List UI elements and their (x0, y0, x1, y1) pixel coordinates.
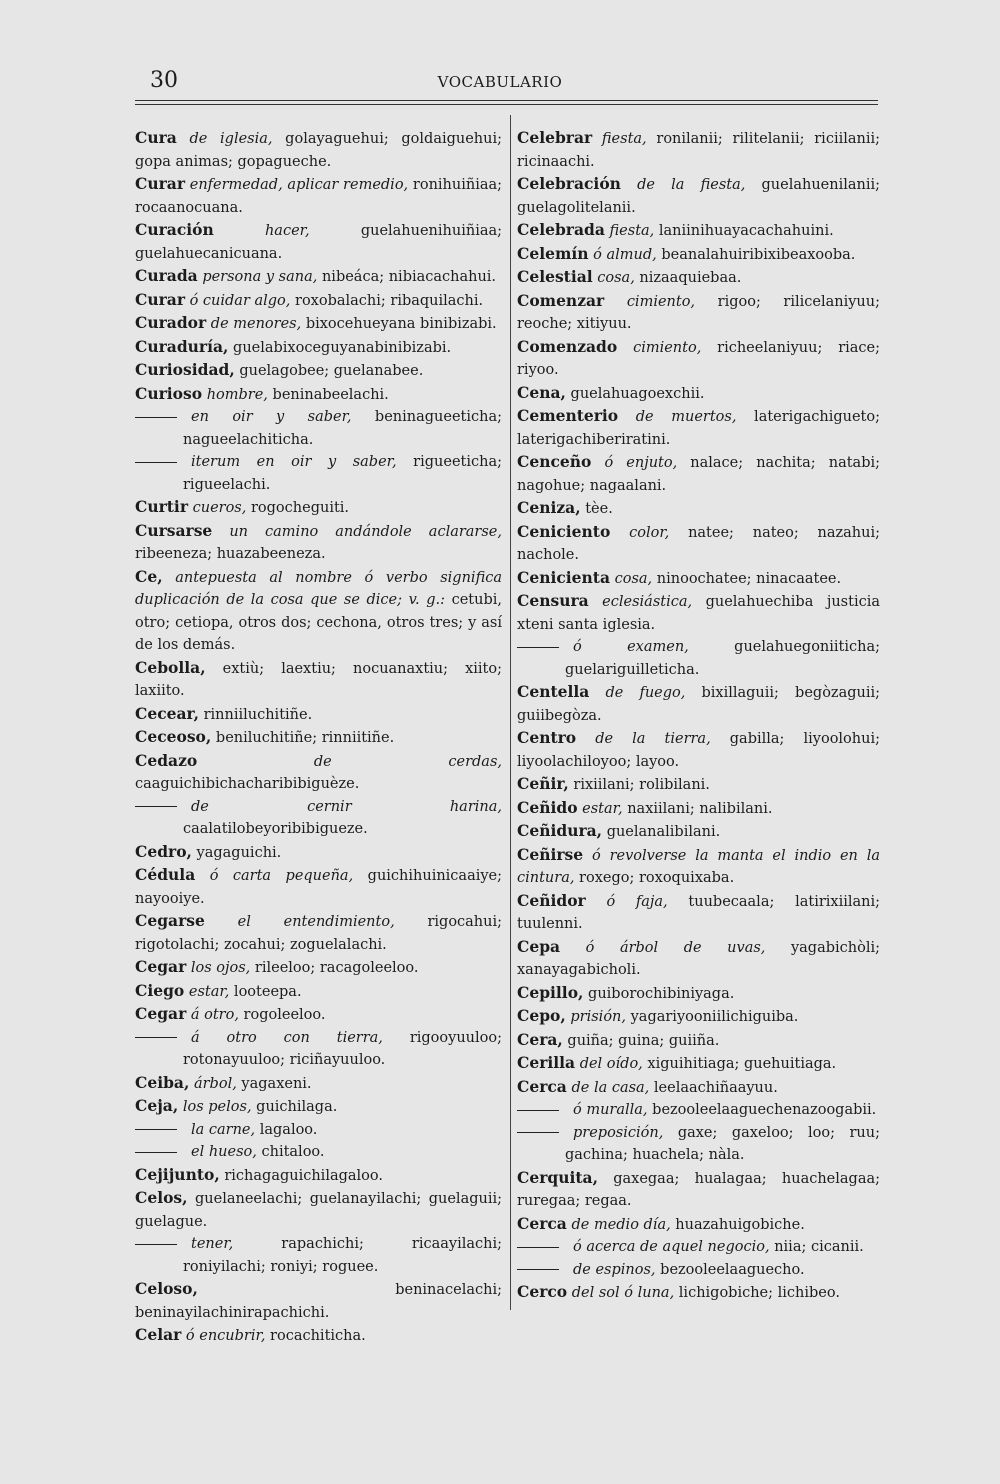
translation: nalace; nachita; natabi; nagohue; nagaalani. (517, 455, 880, 494)
qualifier: ó acerca de aquel negocio, (573, 1239, 770, 1255)
qualifier: á otro con tierra, (191, 1029, 383, 1046)
headword: Celebración (517, 174, 621, 193)
headword: Ceceoso, (135, 727, 212, 746)
headword: Comenzar (517, 290, 605, 310)
translation: beninagueeticha; nagueelachiticha. (183, 409, 502, 448)
sub-entry (517, 636, 880, 681)
sub-entry (135, 1233, 502, 1278)
translation: rinniiluchitiñe. (203, 706, 313, 723)
dictionary-entry (517, 266, 880, 290)
dictionary-entry (135, 312, 502, 336)
translation: xiguihitiaga; guehuitiaga. (642, 1056, 837, 1072)
dictionary-entry (135, 1187, 502, 1233)
sub-entry (135, 406, 502, 451)
qualifier: cimiento, (633, 339, 702, 356)
sub-entry (135, 1141, 502, 1164)
translation: guiborochibiniyaga. (588, 985, 735, 1002)
dictionary-entry (135, 219, 502, 265)
translation: yagaxeni. (236, 1075, 312, 1092)
headword: Curaduría, (135, 336, 229, 356)
qualifier: persona y sana, (202, 269, 318, 285)
dictionary-entry (517, 890, 880, 936)
headword: Centella (517, 682, 590, 701)
translation: guelahuenihuiñiaa; guelahuecanicuana. (135, 223, 503, 262)
translation: rigueeticha; rigueelachi. (183, 454, 502, 493)
headword: Ceñidura, (517, 821, 603, 840)
headword: Cebolla, (135, 657, 206, 677)
qualifier: ó árbol de uvas, (585, 939, 766, 956)
translation: roxobalachi; ribaquilachi. (290, 292, 484, 309)
header-rule (135, 104, 878, 105)
left-column (135, 127, 502, 1348)
sub-entry (517, 1122, 880, 1167)
headword: Ceiba, (135, 1072, 190, 1092)
qualifier: del oído, (579, 1056, 643, 1072)
qualifier: los pelos, (182, 1099, 252, 1115)
translation: tèe. (585, 501, 613, 517)
headword: Cerca (517, 1076, 567, 1096)
translation: laterigachigueto; laterigachiberiratini. (517, 409, 880, 448)
headword: Ceñirse (517, 844, 584, 864)
dictionary-entry (135, 173, 502, 219)
translation: gabilla; liyoolohui; liyoolachiloyoo; layoo. (517, 731, 880, 770)
qualifier: cosa, (597, 270, 635, 286)
dictionary-entry (135, 265, 502, 289)
dictionary-entry (135, 496, 502, 520)
translation: yagabichòli; xanayagabicholi. (517, 939, 880, 978)
translation: beninacelachi; beninayilachinirapachichi. (135, 1282, 502, 1321)
qualifier: el entendimiento, (237, 914, 395, 930)
translation: tuubecaala; latirixiilani; tuulenni. (517, 893, 880, 932)
qualifier: el hueso, (191, 1144, 257, 1160)
headword: Centro (517, 728, 577, 747)
qualifier: á otro, (190, 1007, 239, 1023)
qualifier: ó examen, (573, 639, 689, 655)
dictionary-entry (517, 1167, 880, 1213)
sub-entry (517, 1236, 880, 1259)
qualifier: ó revolverse la manta el indio en la cintura, (517, 847, 881, 886)
dictionary-entry (517, 1052, 880, 1076)
dictionary-entry (517, 727, 880, 773)
translation: beninabeelachi. (267, 386, 389, 403)
headword: Celebrada (517, 220, 605, 239)
translation: extiù; laextiu; nocuanaxtiu; xiito; laxiito. (135, 660, 502, 699)
qualifier: hacer, (264, 223, 310, 239)
headword: Celos, (135, 1188, 188, 1207)
translation: yagaguichi. (196, 844, 282, 861)
dictionary-entry (135, 726, 502, 750)
dictionary-entry (135, 1164, 502, 1188)
qualifier: hombre, (206, 386, 268, 403)
translation: gaxe; gaxeloo; loo; ruu; gachina; huachela; nàla. (565, 1124, 880, 1163)
running-head: VOCABULARIO (437, 73, 563, 91)
headword: Cerca (517, 1213, 567, 1233)
dictionary-entry (517, 405, 880, 451)
qualifier: los ojos, (190, 960, 251, 976)
translation: caalatilobeyoribibigueze. (183, 821, 368, 837)
translation: rigocahui; rigotolachi; zocahui; zoguelalachi. (135, 914, 503, 953)
dictionary-entry (517, 290, 880, 336)
dictionary-entry (135, 657, 502, 703)
translation: guelanalibilani. (606, 824, 721, 840)
translation: bezooleelaaguecho. (655, 1261, 805, 1278)
headword: Curtir (135, 497, 188, 516)
qualifier: ó enjuto, (604, 455, 678, 471)
dictionary-entry (135, 1278, 502, 1324)
dictionary-entry (517, 982, 880, 1006)
dictionary-entry (517, 336, 880, 382)
translation: rocachiticha. (265, 1328, 366, 1344)
headword: Cerco (517, 1282, 568, 1301)
translation: rigooyuuloo; rotonayuuloo; riciñayuuloo. (183, 1029, 502, 1068)
translation: laniinihuayacachahuini. (654, 223, 834, 239)
qualifier: cueros, (192, 500, 247, 516)
translation: cetubi, otro; cetiopa, otros dos; cechona, otros tres; y así de los demás. (135, 592, 502, 653)
qualifier: ó almud, (593, 246, 657, 263)
dictionary-entry (517, 567, 880, 591)
sub-entry (135, 1119, 502, 1142)
headword: Ce, (135, 566, 163, 586)
translation: nizaaquiebaa. (634, 270, 742, 286)
translation: guelabixoceguyanabinibizabi. (233, 339, 452, 356)
translation: bixocehueyana binibizabi. (301, 316, 497, 332)
translation: ninoochatee; ninacaatee. (652, 570, 842, 587)
qualifier: tener, (191, 1236, 234, 1252)
headword: Celemín (517, 243, 589, 263)
translation: ronilanii; rilitelanii; riciilanii; ricinaachi. (517, 131, 881, 170)
dictionary-entry (135, 127, 502, 173)
dictionary-entry (517, 1076, 880, 1100)
qualifier: ó muralla, (573, 1102, 648, 1118)
headword: Cedro, (135, 841, 192, 861)
translation: rigoo; rilicelaniyuu; reoche; xitiyuu. (517, 293, 880, 332)
dictionary-entry (135, 1324, 502, 1348)
translation: rogoleeloo. (238, 1007, 326, 1023)
dictionary-entry (517, 820, 880, 844)
translation: gaxegaa; hualagaa; huachelagaa; ruregaa; regaa. (517, 1170, 881, 1209)
dictionary-entry (517, 773, 880, 797)
translation: guelahuenilanii; guelagolitelanii. (517, 177, 881, 216)
translation: nibeáca; nibiacachahui. (317, 269, 497, 285)
dictionary-entry (135, 841, 502, 865)
qualifier: del sol ó luna, (571, 1285, 675, 1301)
dictionary-entry (517, 219, 880, 243)
dictionary-entry (135, 703, 502, 727)
headword: Cura (135, 128, 177, 147)
translation: guichilaga. (251, 1099, 338, 1115)
headword: Curación (135, 220, 214, 239)
qualifier: prisión, (570, 1009, 626, 1025)
translation: beanalahuiribixibeaxooba. (656, 246, 856, 263)
dictionary-entry (517, 1281, 880, 1305)
headword: Cementerio (517, 406, 619, 425)
qualifier: preposición, (573, 1124, 664, 1141)
dictionary-entry (135, 980, 502, 1004)
headword: Cegarse (135, 911, 205, 930)
qualifier: estar, (188, 983, 230, 1000)
headword: Celestial (517, 267, 593, 286)
dictionary-entry (517, 521, 880, 567)
headword: Curar (135, 174, 185, 193)
headword: Ceja, (135, 1096, 179, 1115)
headword: Curiosidad, (135, 360, 235, 379)
translation: rileeloo; racagoleeloo. (250, 960, 419, 976)
dictionary-entry (517, 451, 880, 497)
headword: Comenzado (517, 336, 618, 356)
dictionary-entry (517, 590, 880, 636)
dictionary-entry (517, 1005, 880, 1029)
qualifier: de cernir harina, (191, 798, 502, 815)
sub-entry (135, 1027, 502, 1072)
translation: lagaloo. (255, 1121, 318, 1138)
translation: guelaneelachi; guelanayilachi; guelaguii; guelague. (135, 1191, 502, 1230)
headword: Curioso (135, 383, 203, 403)
translation: guelahuechiba justicia xteni santa iglesia. (517, 594, 880, 633)
dictionary-entry (517, 382, 880, 406)
translation: lichigobiche; lichibeo. (674, 1285, 840, 1301)
dictionary-entry (135, 566, 502, 657)
dictionary-entry (517, 127, 880, 173)
dictionary-entry (135, 383, 502, 407)
qualifier: eclesiástica, (602, 594, 693, 610)
headword: Ceñir, (517, 774, 569, 793)
headword: Cepa (517, 936, 561, 956)
qualifier: fiesta, (601, 131, 647, 147)
translation: naxiilani; nalibilani. (622, 800, 773, 817)
headword: Cepo, (517, 1006, 566, 1025)
translation: bezooleelaaguechenazoogabii. (647, 1102, 877, 1118)
qualifier: de iglesia, (189, 131, 273, 147)
headword: Cegar (135, 957, 187, 976)
dictionary-entry (135, 520, 502, 566)
headword: Ceniciento (517, 521, 611, 541)
qualifier: árbol, (193, 1075, 237, 1092)
dictionary-entry (135, 359, 502, 383)
qualifier: un camino andándole aclararse, (229, 523, 502, 540)
qualifier: ó cuidar algo, (189, 292, 291, 309)
headword: Cedazo (135, 750, 198, 770)
dictionary-entry (135, 910, 502, 956)
qualifier: fiesta, (609, 223, 655, 239)
qualifier: cimiento, (626, 293, 696, 310)
header-rule (135, 100, 878, 101)
qualifier: iterum en oir y saber, (191, 454, 397, 470)
qualifier: ó faja, (606, 893, 668, 910)
headword: Curar (135, 289, 185, 309)
qualifier: de menores, (210, 316, 302, 332)
translation: rapachichi; ricaayilachi; roniyilachi; roniyi; roguee. (183, 1236, 502, 1275)
sub-entry (135, 451, 502, 496)
dictionary-entry (135, 336, 502, 360)
translation: caaguichibichacharibibiguèze. (135, 776, 360, 792)
headword: Cecear, (135, 703, 199, 723)
headword: Cepillo, (517, 982, 584, 1002)
qualifier: de la tierra, (595, 731, 711, 747)
translation: huazahuigobiche. (670, 1216, 805, 1233)
qualifier: enfermedad, aplicar remedio, (189, 177, 409, 193)
translation: bixillaguii; begòzaguii; guiibegòza. (517, 685, 880, 724)
translation: yagariyooniilichiguiba. (626, 1009, 799, 1025)
dictionary-entry (517, 681, 880, 727)
dictionary-entry (135, 1095, 502, 1119)
translation: ribeeneza; huazabeeneza. (135, 546, 326, 562)
dictionary-entry (135, 750, 502, 796)
headword: Cejijunto, (135, 1164, 220, 1184)
translation: natee; nateo; nazahui; nachole. (517, 524, 880, 563)
translation: guelahuagoexchii. (570, 385, 705, 402)
translation: leelaachiñaayuu. (649, 1079, 778, 1096)
qualifier: en oir y saber, (191, 409, 352, 425)
dictionary-entry (517, 844, 880, 890)
dictionary-entry (135, 289, 502, 313)
headword: Cenceño (517, 452, 592, 471)
qualifier: de espinos, (573, 1261, 656, 1278)
qualifier: antepuesta al nombre ó verbo significa duplicación de la cosa que se dice; v. g.: (135, 569, 503, 608)
translation: guelagobee; guelanabee. (239, 363, 424, 379)
qualifier: color, (629, 524, 670, 541)
sub-entry (135, 796, 502, 841)
headword: Ceniza, (517, 498, 581, 517)
translation: guichihuinicaaiye; nayooiye. (135, 868, 503, 907)
headword: Curador (135, 313, 207, 332)
qualifier: estar, (582, 800, 623, 817)
qualifier: de cerdas, (313, 753, 502, 770)
translation: rogocheguiti. (246, 500, 350, 516)
headword: Cegar (135, 1004, 187, 1023)
translation: rixiilani; rolibilani. (573, 777, 710, 793)
qualifier: ó carta pequeña, (209, 868, 354, 884)
headword: Ciego (135, 980, 185, 1000)
headword: Celoso, (135, 1279, 198, 1298)
dictionary-entry (517, 1029, 880, 1053)
column-divider (510, 115, 511, 1310)
translation: looteepa. (229, 983, 302, 1000)
translation: guiña; guina; guiiña. (567, 1032, 720, 1049)
dictionary-entry (517, 497, 880, 521)
headword: Cenicienta (517, 567, 611, 587)
translation: richagaguichilagaloo. (224, 1167, 383, 1184)
translation: golayaguehui; goldaiguehui; gopa animas; gopagueche. (135, 131, 502, 170)
headword: Censura (517, 591, 589, 610)
headword: Cerilla (517, 1053, 576, 1072)
dictionary-entry (135, 1072, 502, 1096)
dictionary-entry (135, 956, 502, 980)
dictionary-entry (135, 1003, 502, 1027)
qualifier: ó encubrir, (185, 1328, 266, 1344)
right-column (517, 127, 880, 1305)
headword: Cera, (517, 1029, 563, 1049)
qualifier: de medio día, (571, 1216, 671, 1233)
page-number: 30 (150, 68, 178, 93)
dictionary-entry (517, 1213, 880, 1237)
qualifier: de la fiesta, (637, 177, 746, 193)
dictionary-entry (517, 797, 880, 821)
dictionary-entry (517, 936, 880, 982)
dictionary-entry (517, 243, 880, 267)
headword: Celebrar (517, 128, 593, 147)
qualifier: de la casa, (571, 1079, 650, 1096)
sub-entry (517, 1099, 880, 1122)
qualifier: la carne, (191, 1121, 256, 1138)
qualifier: de fuego, (605, 685, 686, 701)
translation: roxego; roxoquixaba. (574, 870, 735, 886)
headword: Ceñido (517, 797, 578, 817)
headword: Cena, (517, 382, 566, 402)
qualifier: de muertos, (635, 409, 737, 425)
headword: Ceñidor (517, 890, 586, 910)
headword: Cerquita, (517, 1167, 598, 1187)
sub-entry (517, 1259, 880, 1282)
headword: Cursarse (135, 520, 213, 540)
translation: niia; cicanii. (769, 1239, 864, 1255)
translation: ronihuiñiaa; rocaanocuana. (135, 177, 503, 216)
dictionary-entry (135, 864, 502, 910)
headword: Curada (135, 266, 198, 285)
translation: guelahuegoniiticha; guelariguilleticha. (565, 639, 880, 678)
dictionary-entry (517, 173, 880, 219)
qualifier: cosa, (614, 570, 653, 587)
translation: richeelaniyuu; riace; riyoo. (517, 339, 880, 378)
translation: beniluchitiñe; rinniitiñe. (215, 730, 395, 746)
translation: chitaloo. (256, 1144, 325, 1160)
headword: Cédula (135, 865, 196, 884)
headword: Celar (135, 1325, 182, 1344)
